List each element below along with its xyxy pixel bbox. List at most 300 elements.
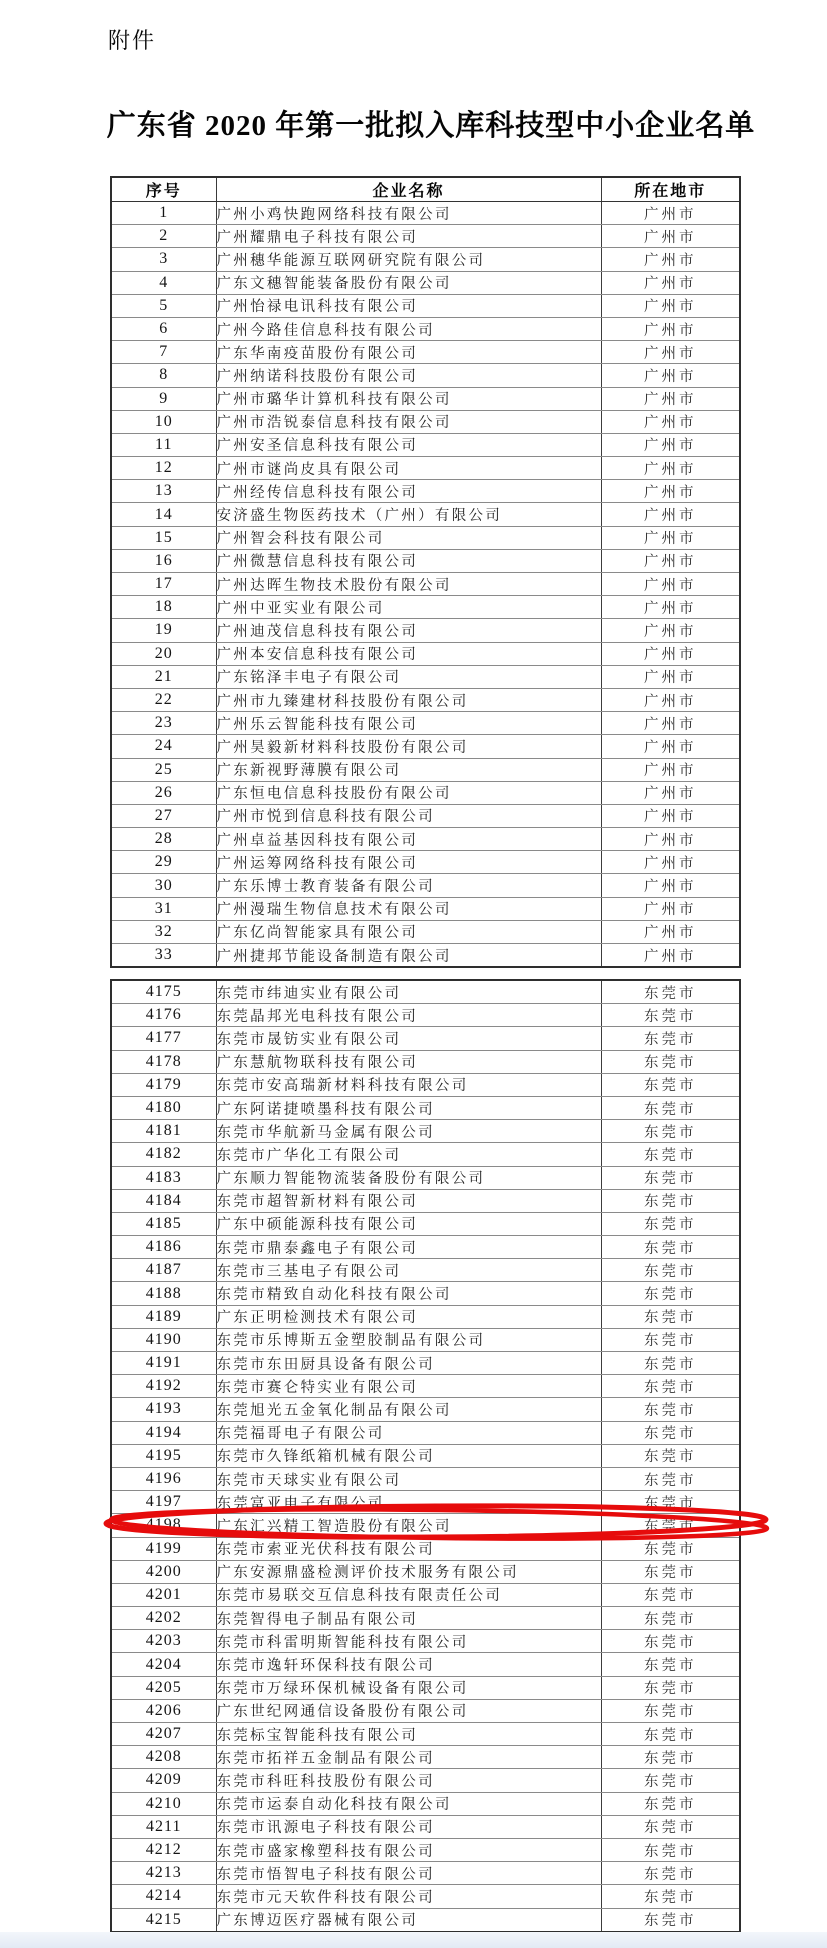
table-row bbox=[111, 1514, 740, 1537]
cell-city: 东莞市 bbox=[601, 1120, 740, 1143]
table-row bbox=[111, 781, 740, 804]
table-row bbox=[111, 1607, 740, 1630]
cell-city: 广州市 bbox=[601, 317, 740, 340]
cell-name: 广东亿尚智能家具有限公司 bbox=[216, 920, 601, 943]
cell-name: 东莞市易联交互信息科技有限责任公司 bbox=[216, 1583, 601, 1606]
table-row bbox=[111, 1838, 740, 1861]
cell-city: 东莞市 bbox=[601, 1491, 740, 1514]
cell-no: 3 bbox=[111, 248, 216, 271]
cell-name: 广州市璐华计算机科技有限公司 bbox=[216, 387, 601, 410]
cell-city: 广州市 bbox=[601, 526, 740, 549]
guangzhou-rows-body bbox=[111, 202, 740, 968]
cell-city: 东莞市 bbox=[601, 1305, 740, 1328]
cell-city: 东莞市 bbox=[601, 1838, 740, 1861]
cell-name: 东莞市安高瑞新材料科技有限公司 bbox=[216, 1073, 601, 1096]
cell-name: 广州安圣信息科技有限公司 bbox=[216, 433, 601, 456]
cell-city: 广州市 bbox=[601, 202, 740, 225]
cell-city: 广州市 bbox=[601, 874, 740, 897]
cell-city: 东莞市 bbox=[601, 1212, 740, 1235]
cell-no: 4196 bbox=[111, 1467, 216, 1490]
cell-city: 广州市 bbox=[601, 897, 740, 920]
cell-city: 东莞市 bbox=[601, 1630, 740, 1653]
cell-no: 33 bbox=[111, 944, 216, 968]
cell-city: 广州市 bbox=[601, 688, 740, 711]
cell-no: 4176 bbox=[111, 1004, 216, 1027]
cell-name: 东莞市晟钫实业有限公司 bbox=[216, 1027, 601, 1050]
table-row bbox=[111, 758, 740, 781]
table-row bbox=[111, 1630, 740, 1653]
cell-city: 东莞市 bbox=[601, 1027, 740, 1050]
cell-city: 广州市 bbox=[601, 920, 740, 943]
table-row bbox=[111, 1328, 740, 1351]
cell-name: 广州穗华能源互联网研究院有限公司 bbox=[216, 248, 601, 271]
cell-name: 东莞市超智新材料有限公司 bbox=[216, 1189, 601, 1212]
table-row bbox=[111, 665, 740, 688]
cell-city: 东莞市 bbox=[601, 1885, 740, 1908]
table-row bbox=[111, 225, 740, 248]
cell-no: 4214 bbox=[111, 1885, 216, 1908]
cell-no: 4182 bbox=[111, 1143, 216, 1166]
cell-city: 东莞市 bbox=[601, 1537, 740, 1560]
cell-city: 广州市 bbox=[601, 433, 740, 456]
cell-no: 23 bbox=[111, 712, 216, 735]
cell-name: 东莞富亚电子有限公司 bbox=[216, 1491, 601, 1514]
cell-no: 31 bbox=[111, 897, 216, 920]
cell-no: 21 bbox=[111, 665, 216, 688]
dongguan-rows-body bbox=[111, 980, 740, 1932]
cell-no: 4202 bbox=[111, 1607, 216, 1630]
cell-city: 东莞市 bbox=[601, 1792, 740, 1815]
cell-city: 广州市 bbox=[601, 549, 740, 572]
cell-city: 东莞市 bbox=[601, 1189, 740, 1212]
table-row bbox=[111, 294, 740, 317]
cell-name: 广州市浩锐泰信息科技有限公司 bbox=[216, 410, 601, 433]
cell-city: 东莞市 bbox=[601, 1352, 740, 1375]
cell-name: 广东恒电信息科技股份有限公司 bbox=[216, 781, 601, 804]
cell-no: 4193 bbox=[111, 1398, 216, 1421]
table-row bbox=[111, 1444, 740, 1467]
cell-no: 4178 bbox=[111, 1050, 216, 1073]
cell-city: 广州市 bbox=[601, 596, 740, 619]
cell-name: 东莞市天球实业有限公司 bbox=[216, 1467, 601, 1490]
cell-name: 东莞市三基电子有限公司 bbox=[216, 1259, 601, 1282]
cell-name: 广州纳诺科技股份有限公司 bbox=[216, 364, 601, 387]
cell-city: 东莞市 bbox=[601, 1328, 740, 1351]
cell-city: 东莞市 bbox=[601, 1166, 740, 1189]
cell-name: 广州中亚实业有限公司 bbox=[216, 596, 601, 619]
cell-city: 东莞市 bbox=[601, 1375, 740, 1398]
table-row bbox=[111, 1050, 740, 1073]
cell-no: 16 bbox=[111, 549, 216, 572]
cell-no: 4175 bbox=[111, 980, 216, 1004]
cell-no: 5 bbox=[111, 294, 216, 317]
cell-city: 东莞市 bbox=[601, 1607, 740, 1630]
table-row bbox=[111, 1212, 740, 1235]
cell-city: 广州市 bbox=[601, 294, 740, 317]
table-row bbox=[111, 1723, 740, 1746]
cell-name: 广州漫瑞生物信息技术有限公司 bbox=[216, 897, 601, 920]
cell-no: 17 bbox=[111, 573, 216, 596]
table-row bbox=[111, 1421, 740, 1444]
cell-no: 4 bbox=[111, 271, 216, 294]
cell-city: 广州市 bbox=[601, 735, 740, 758]
cell-no: 19 bbox=[111, 619, 216, 642]
table-row bbox=[111, 1862, 740, 1885]
cell-name: 东莞市盛家橡塑科技有限公司 bbox=[216, 1838, 601, 1861]
table-row bbox=[111, 503, 740, 526]
table-row bbox=[111, 317, 740, 340]
table-row bbox=[111, 1398, 740, 1421]
table-row bbox=[111, 1259, 740, 1282]
table-row bbox=[111, 851, 740, 874]
cell-name: 广东世纪网通信设备股份有限公司 bbox=[216, 1699, 601, 1722]
cell-name: 东莞市科旺科技股份有限公司 bbox=[216, 1769, 601, 1792]
cell-name: 广州捷邦节能设备制造有限公司 bbox=[216, 944, 601, 968]
table-row bbox=[111, 1769, 740, 1792]
table-row bbox=[111, 1189, 740, 1212]
cell-no: 4194 bbox=[111, 1421, 216, 1444]
cell-name: 广东汇兴精工智造股份有限公司 bbox=[216, 1514, 601, 1537]
cell-no: 4195 bbox=[111, 1444, 216, 1467]
cell-city: 东莞市 bbox=[601, 1723, 740, 1746]
table-row bbox=[111, 1885, 740, 1908]
cell-name: 东莞市逸轩环保科技有限公司 bbox=[216, 1653, 601, 1676]
table-row bbox=[111, 248, 740, 271]
cell-no: 1 bbox=[111, 202, 216, 225]
cell-city: 东莞市 bbox=[601, 1282, 740, 1305]
cell-city: 东莞市 bbox=[601, 1514, 740, 1537]
table-row bbox=[111, 944, 740, 968]
table-row bbox=[111, 1282, 740, 1305]
cell-no: 4198 bbox=[111, 1514, 216, 1537]
cell-no: 10 bbox=[111, 410, 216, 433]
cell-city: 东莞市 bbox=[601, 1746, 740, 1769]
cell-city: 广州市 bbox=[601, 619, 740, 642]
cell-city: 东莞市 bbox=[601, 1699, 740, 1722]
cell-no: 25 bbox=[111, 758, 216, 781]
cell-name: 东莞市赛仑特实业有限公司 bbox=[216, 1375, 601, 1398]
cell-name: 东莞市悟智电子科技有限公司 bbox=[216, 1862, 601, 1885]
table-row bbox=[111, 1583, 740, 1606]
cell-city: 东莞市 bbox=[601, 1769, 740, 1792]
table-row bbox=[111, 688, 740, 711]
cell-city: 广州市 bbox=[601, 457, 740, 480]
cell-city: 广州市 bbox=[601, 271, 740, 294]
cell-name: 广东顺力智能物流装备股份有限公司 bbox=[216, 1166, 601, 1189]
cell-no: 14 bbox=[111, 503, 216, 526]
cell-no: 4204 bbox=[111, 1653, 216, 1676]
cell-name: 安济盛生物医药技术（广州）有限公司 bbox=[216, 503, 601, 526]
header-name: 企业名称 bbox=[216, 177, 601, 202]
cell-name: 广州市悦到信息科技有限公司 bbox=[216, 804, 601, 827]
cell-name: 广东中硕能源科技有限公司 bbox=[216, 1212, 601, 1235]
cell-name: 广州迪茂信息科技有限公司 bbox=[216, 619, 601, 642]
cell-name: 广州运筹网络科技有限公司 bbox=[216, 851, 601, 874]
cell-no: 4209 bbox=[111, 1769, 216, 1792]
cell-no: 7 bbox=[111, 341, 216, 364]
table-row bbox=[111, 596, 740, 619]
cell-city: 东莞市 bbox=[601, 1236, 740, 1259]
cell-name: 广州昊毅新材料科技股份有限公司 bbox=[216, 735, 601, 758]
table-row bbox=[111, 1537, 740, 1560]
cell-name: 东莞市科雷明斯智能科技有限公司 bbox=[216, 1630, 601, 1653]
cell-name: 广州市谜尚皮具有限公司 bbox=[216, 457, 601, 480]
cell-no: 28 bbox=[111, 828, 216, 851]
attachment-label: 附件 bbox=[108, 28, 157, 53]
table-row bbox=[111, 549, 740, 572]
cell-name: 东莞市乐博斯五金塑胶制品有限公司 bbox=[216, 1328, 601, 1351]
cell-name: 广东博迈医疗器械有限公司 bbox=[216, 1908, 601, 1932]
cell-name: 广东慧航物联科技有限公司 bbox=[216, 1050, 601, 1073]
cell-name: 广东华南疫苗股份有限公司 bbox=[216, 341, 601, 364]
table-row bbox=[111, 642, 740, 665]
cell-city: 广州市 bbox=[601, 480, 740, 503]
cell-city: 广州市 bbox=[601, 410, 740, 433]
table-row bbox=[111, 1166, 740, 1189]
cell-no: 4200 bbox=[111, 1560, 216, 1583]
company-table-dongguan bbox=[110, 979, 741, 1933]
table-row bbox=[111, 410, 740, 433]
cell-name: 东莞市万绿环保机械设备有限公司 bbox=[216, 1676, 601, 1699]
cell-city: 东莞市 bbox=[601, 1583, 740, 1606]
cell-city: 东莞市 bbox=[601, 1050, 740, 1073]
table-row bbox=[111, 828, 740, 851]
cell-no: 4177 bbox=[111, 1027, 216, 1050]
cell-no: 4207 bbox=[111, 1723, 216, 1746]
table-row bbox=[111, 573, 740, 596]
cell-name: 广东正明检测技术有限公司 bbox=[216, 1305, 601, 1328]
cell-city: 东莞市 bbox=[601, 1143, 740, 1166]
cell-name: 东莞市元天软件科技有限公司 bbox=[216, 1885, 601, 1908]
table-row bbox=[111, 1560, 740, 1583]
cell-no: 32 bbox=[111, 920, 216, 943]
table-row bbox=[111, 712, 740, 735]
cell-no: 11 bbox=[111, 433, 216, 456]
cell-no: 4199 bbox=[111, 1537, 216, 1560]
cell-no: 18 bbox=[111, 596, 216, 619]
cell-no: 4185 bbox=[111, 1212, 216, 1235]
cell-no: 4210 bbox=[111, 1792, 216, 1815]
cell-name: 东莞智得电子制品有限公司 bbox=[216, 1607, 601, 1630]
header-city: 所在地市 bbox=[601, 177, 740, 202]
cell-city: 东莞市 bbox=[601, 1421, 740, 1444]
page-bottom-edge bbox=[0, 1932, 827, 1948]
cell-city: 广州市 bbox=[601, 503, 740, 526]
table-row bbox=[111, 387, 740, 410]
cell-name: 广东乐博士教育装备有限公司 bbox=[216, 874, 601, 897]
cell-name: 东莞旭光五金氧化制品有限公司 bbox=[216, 1398, 601, 1421]
cell-no: 4190 bbox=[111, 1328, 216, 1351]
cell-city: 东莞市 bbox=[601, 1862, 740, 1885]
cell-name: 广州小鸡快跑网络科技有限公司 bbox=[216, 202, 601, 225]
cell-no: 4184 bbox=[111, 1189, 216, 1212]
cell-name: 广东新视野薄膜有限公司 bbox=[216, 758, 601, 781]
company-table-guangzhou bbox=[110, 176, 741, 968]
table-row bbox=[111, 341, 740, 364]
cell-city: 东莞市 bbox=[601, 980, 740, 1004]
cell-city: 广州市 bbox=[601, 781, 740, 804]
header-no: 序号 bbox=[111, 177, 216, 202]
cell-no: 4191 bbox=[111, 1352, 216, 1375]
cell-city: 广州市 bbox=[601, 225, 740, 248]
table-row bbox=[111, 1746, 740, 1769]
cell-name: 东莞市拓祥五金制品有限公司 bbox=[216, 1746, 601, 1769]
cell-no: 6 bbox=[111, 317, 216, 340]
cell-no: 4205 bbox=[111, 1676, 216, 1699]
cell-city: 广州市 bbox=[601, 828, 740, 851]
cell-name: 广州卓益基因科技有限公司 bbox=[216, 828, 601, 851]
table-row bbox=[111, 1120, 740, 1143]
cell-name: 广州智会科技有限公司 bbox=[216, 526, 601, 549]
table-row bbox=[111, 1491, 740, 1514]
cell-city: 东莞市 bbox=[601, 1467, 740, 1490]
table-row bbox=[111, 526, 740, 549]
cell-city: 广州市 bbox=[601, 758, 740, 781]
cell-no: 4212 bbox=[111, 1838, 216, 1861]
table-row bbox=[111, 364, 740, 387]
cell-city: 东莞市 bbox=[601, 1096, 740, 1119]
cell-no: 4208 bbox=[111, 1746, 216, 1769]
page-title: 广东省 2020 年第一批拟入库科技型中小企业名单 bbox=[106, 110, 756, 142]
table-row bbox=[111, 735, 740, 758]
cell-no: 4186 bbox=[111, 1236, 216, 1259]
cell-name: 广州怡禄电讯科技有限公司 bbox=[216, 294, 601, 317]
table-row bbox=[111, 1096, 740, 1119]
cell-no: 2 bbox=[111, 225, 216, 248]
cell-city: 东莞市 bbox=[601, 1815, 740, 1838]
cell-city: 东莞市 bbox=[601, 1398, 740, 1421]
cell-name: 广州经传信息科技有限公司 bbox=[216, 480, 601, 503]
cell-city: 东莞市 bbox=[601, 1004, 740, 1027]
table-row bbox=[111, 1653, 740, 1676]
table-row bbox=[111, 980, 740, 1004]
cell-city: 东莞市 bbox=[601, 1676, 740, 1699]
cell-name: 广州本安信息科技有限公司 bbox=[216, 642, 601, 665]
cell-no: 26 bbox=[111, 781, 216, 804]
cell-name: 广东安源鼎盛检测评价技术服务有限公司 bbox=[216, 1560, 601, 1583]
table-row bbox=[111, 457, 740, 480]
table-row bbox=[111, 1073, 740, 1096]
table-row bbox=[111, 1352, 740, 1375]
cell-name: 东莞市东田厨具设备有限公司 bbox=[216, 1352, 601, 1375]
cell-no: 27 bbox=[111, 804, 216, 827]
cell-city: 东莞市 bbox=[601, 1444, 740, 1467]
cell-no: 4180 bbox=[111, 1096, 216, 1119]
cell-no: 24 bbox=[111, 735, 216, 758]
cell-city: 广州市 bbox=[601, 665, 740, 688]
table-row bbox=[111, 897, 740, 920]
cell-name: 广东文穗智能装备股份有限公司 bbox=[216, 271, 601, 294]
table-row bbox=[111, 874, 740, 897]
table-row bbox=[111, 1792, 740, 1815]
cell-no: 4179 bbox=[111, 1073, 216, 1096]
cell-name: 广东铭泽丰电子有限公司 bbox=[216, 665, 601, 688]
cell-no: 4206 bbox=[111, 1699, 216, 1722]
cell-city: 东莞市 bbox=[601, 1560, 740, 1583]
table-header-row bbox=[111, 177, 740, 202]
cell-no: 4187 bbox=[111, 1259, 216, 1282]
table-row bbox=[111, 1699, 740, 1722]
cell-city: 广州市 bbox=[601, 387, 740, 410]
cell-name: 东莞晶邦光电科技有限公司 bbox=[216, 1004, 601, 1027]
cell-no: 13 bbox=[111, 480, 216, 503]
table-row bbox=[111, 202, 740, 225]
table-row bbox=[111, 1908, 740, 1932]
cell-no: 29 bbox=[111, 851, 216, 874]
cell-city: 广州市 bbox=[601, 712, 740, 735]
cell-city: 东莞市 bbox=[601, 1073, 740, 1096]
cell-no: 4181 bbox=[111, 1120, 216, 1143]
table-row bbox=[111, 1004, 740, 1027]
cell-name: 广州达晖生物技术股份有限公司 bbox=[216, 573, 601, 596]
cell-name: 广州耀鼎电子科技有限公司 bbox=[216, 225, 601, 248]
cell-no: 4192 bbox=[111, 1375, 216, 1398]
cell-no: 4189 bbox=[111, 1305, 216, 1328]
table-row bbox=[111, 1676, 740, 1699]
cell-no: 15 bbox=[111, 526, 216, 549]
cell-name: 东莞市运泰自动化科技有限公司 bbox=[216, 1792, 601, 1815]
table-row bbox=[111, 1375, 740, 1398]
cell-city: 广州市 bbox=[601, 248, 740, 271]
table-row bbox=[111, 433, 740, 456]
cell-no: 22 bbox=[111, 688, 216, 711]
cell-city: 广州市 bbox=[601, 851, 740, 874]
cell-no: 4215 bbox=[111, 1908, 216, 1932]
cell-name: 东莞市讯源电子科技有限公司 bbox=[216, 1815, 601, 1838]
cell-city: 广州市 bbox=[601, 341, 740, 364]
cell-no: 8 bbox=[111, 364, 216, 387]
table-row bbox=[111, 920, 740, 943]
cell-no: 9 bbox=[111, 387, 216, 410]
cell-city: 东莞市 bbox=[601, 1653, 740, 1676]
cell-no: 4188 bbox=[111, 1282, 216, 1305]
table-row bbox=[111, 1143, 740, 1166]
cell-no: 4201 bbox=[111, 1583, 216, 1606]
table-row bbox=[111, 1467, 740, 1490]
cell-name: 广东阿诺捷喷墨科技有限公司 bbox=[216, 1096, 601, 1119]
cell-no: 4183 bbox=[111, 1166, 216, 1189]
cell-name: 东莞市纬迪实业有限公司 bbox=[216, 980, 601, 1004]
cell-name: 东莞市鼎泰鑫电子有限公司 bbox=[216, 1236, 601, 1259]
cell-name: 东莞标宝智能科技有限公司 bbox=[216, 1723, 601, 1746]
cell-name: 广州乐云智能科技有限公司 bbox=[216, 712, 601, 735]
cell-no: 4197 bbox=[111, 1491, 216, 1514]
cell-no: 4213 bbox=[111, 1862, 216, 1885]
table-row bbox=[111, 480, 740, 503]
cell-name: 东莞福哥电子有限公司 bbox=[216, 1421, 601, 1444]
table-row bbox=[111, 271, 740, 294]
cell-city: 东莞市 bbox=[601, 1259, 740, 1282]
cell-no: 12 bbox=[111, 457, 216, 480]
table-row bbox=[111, 1027, 740, 1050]
cell-no: 30 bbox=[111, 874, 216, 897]
table-row bbox=[111, 619, 740, 642]
cell-name: 东莞市久锋纸箱机械有限公司 bbox=[216, 1444, 601, 1467]
cell-name: 广州市九臻建材科技股份有限公司 bbox=[216, 688, 601, 711]
table-row bbox=[111, 804, 740, 827]
cell-no: 4203 bbox=[111, 1630, 216, 1653]
table-row bbox=[111, 1815, 740, 1838]
table-row bbox=[111, 1305, 740, 1328]
cell-name: 东莞市华航新马金属有限公司 bbox=[216, 1120, 601, 1143]
cell-city: 广州市 bbox=[601, 573, 740, 596]
cell-city: 广州市 bbox=[601, 364, 740, 387]
cell-city: 广州市 bbox=[601, 804, 740, 827]
table-row bbox=[111, 1236, 740, 1259]
cell-name: 广州今路佳信息科技有限公司 bbox=[216, 317, 601, 340]
cell-name: 广州微慧信息科技有限公司 bbox=[216, 549, 601, 572]
cell-city: 东莞市 bbox=[601, 1908, 740, 1932]
